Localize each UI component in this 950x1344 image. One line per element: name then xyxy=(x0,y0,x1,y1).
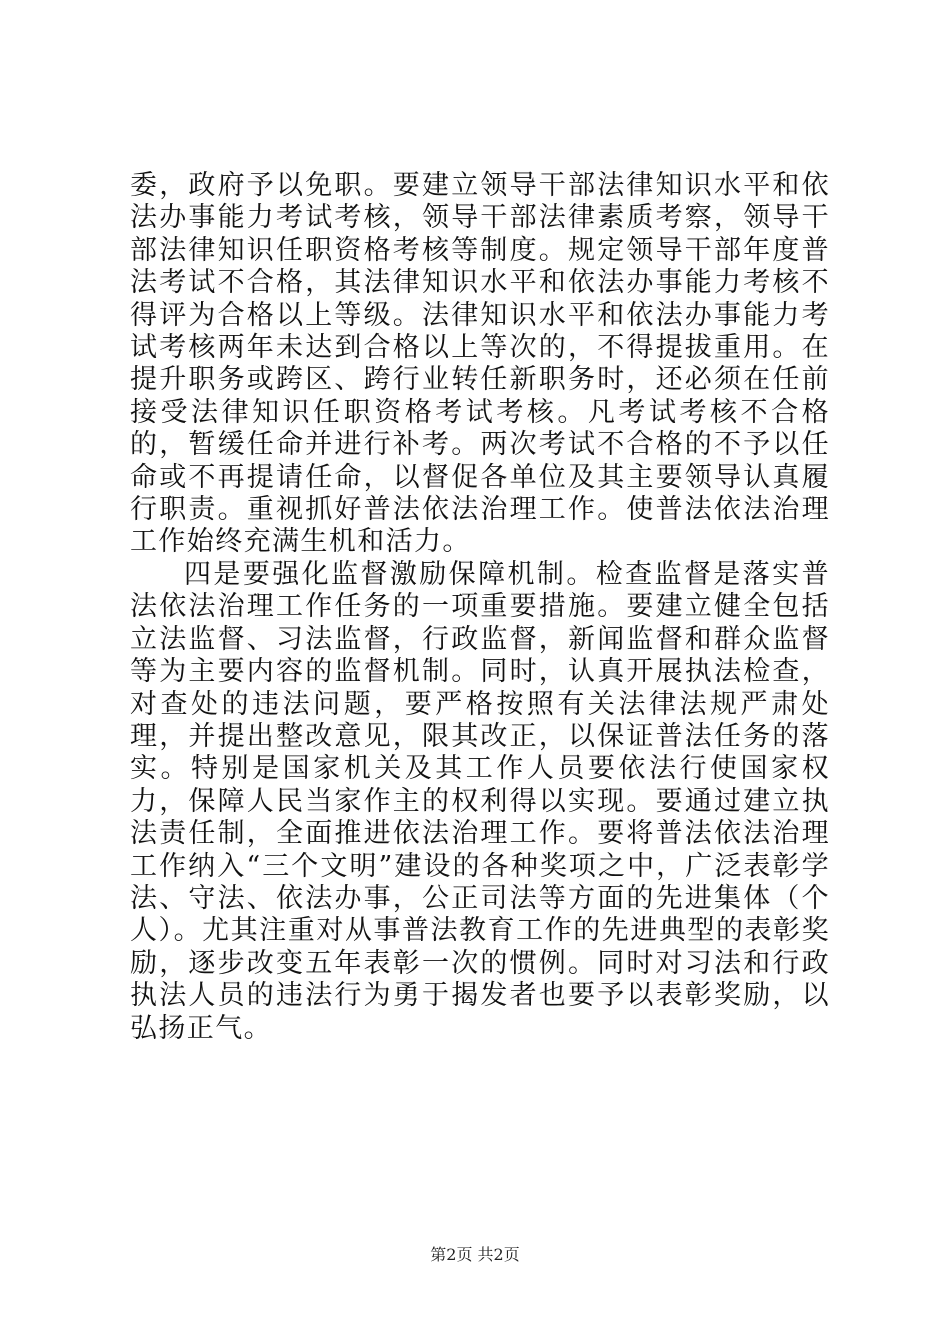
paragraph-continuation: 委，政府予以免职。要建立领导干部法律知识水平和依法办事能力考试考核，领导干部法律素质考察，领导干部法律知识任职资格考核等制度。规定领导干部年度普法考试不合格，其法律知识水平和依法办事能力考核不得评为合格以上等级。法律知识水平和依法办事能力考试考核两年未达到合格以上等次的，不得提拔重用。在提升职务或跨区、跨行业转任新职务时，还必须在任前接受法律知识任职资格考试考核。凡考试考核不合格的，暂缓任命并进行补考。两次考试不合格的不予以任命或不再提请任命，以督促各单位及其主要领导认真履行职责。重视抓好普法依法治理工作。使普法依法治理工作始终充满生机和活力。 xyxy=(130,170,830,558)
page-number-footer: 第2页 共2页 xyxy=(430,1245,520,1264)
document-body xyxy=(130,170,830,1045)
paragraph-supervision-mechanism: 四是要强化监督激励保障机制。检查监督是落实普法依法治理工作任务的一项重要措施。要建立健全包括立法监督、习法监督，行政监督，新闻监督和群众监督等为主要内容的监督机制。同时，认真开展执法检查，对查处的违法问题，要严格按照有关法律法规严肃处理，并提出整改意见，限其改正，以保证普法任务的落实。特别是国家机关及其工作人员要依法行使国家权力，保障人民当家作主的权利得以实现。要通过建立执法责任制，全面推进依法治理工作。要将普法依法治理工作纳入“三个文明”建设的各种奖项之中，广泛表彰学法、守法、依法办事，公正司法等方面的先进集体（个人）。尤其注重对从事普法教育工作的先进典型的表彰奖励，逐步改变五年表彰一次的惯例。同时对习法和行政执法人员的违法行为勇于揭发者也要予以表彰奖励，以弘扬正气。 xyxy=(130,558,830,1044)
